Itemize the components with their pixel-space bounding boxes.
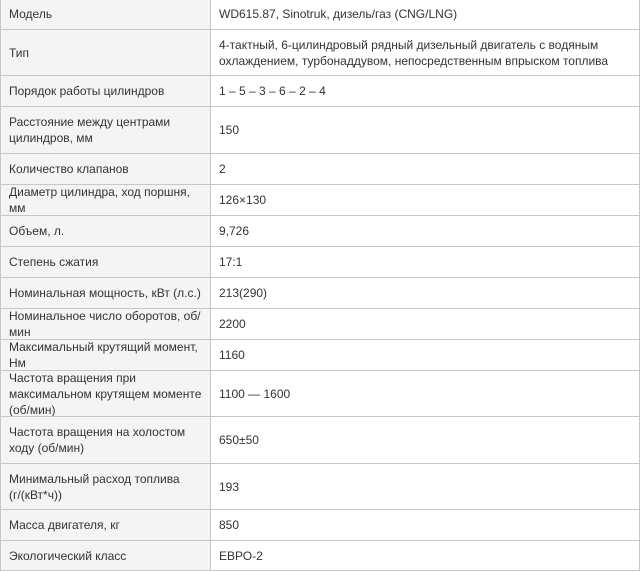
spec-label: Номинальная мощность, кВт (л.с.) xyxy=(0,277,211,308)
spec-value: WD615.87, Sinotruk, дизель/газ (CNG/LNG) xyxy=(211,0,640,29)
spec-label: Порядок работы цилиндров xyxy=(0,75,211,106)
table-row xyxy=(0,463,640,509)
spec-label: Частота вращения при максимальном крутящем моменте (об/мин) xyxy=(0,370,211,416)
spec-label: Экологический класс xyxy=(0,540,211,571)
spec-label: Количество клапанов xyxy=(0,153,211,184)
table-row xyxy=(0,0,640,29)
spec-value: 2 xyxy=(211,153,640,184)
table-row xyxy=(0,277,640,308)
table-row xyxy=(0,246,640,277)
table-row xyxy=(0,215,640,246)
table-row xyxy=(0,29,640,75)
table-row xyxy=(0,540,640,571)
table-row xyxy=(0,153,640,184)
table-row xyxy=(0,184,640,215)
table-row xyxy=(0,370,640,416)
spec-value: 4-тактный, 6-цилиндровый рядный дизельный двигатель с водяным охлаждением, турбонаддувом, непосредственным впрыском топлива xyxy=(211,29,640,75)
table-row xyxy=(0,509,640,540)
spec-value: 150 xyxy=(211,106,640,153)
spec-value: 17:1 xyxy=(211,246,640,277)
table-row xyxy=(0,416,640,463)
spec-label: Степень сжатия xyxy=(0,246,211,277)
spec-label: Минимальный расход топлива (г/(кВт*ч)) xyxy=(0,463,211,509)
table-row xyxy=(0,308,640,339)
spec-value: ЕВРО-2 xyxy=(211,540,640,571)
table-row xyxy=(0,106,640,153)
spec-value: 213(290) xyxy=(211,277,640,308)
spec-label: Диаметр цилиндра, ход поршня, мм xyxy=(0,184,211,215)
spec-label: Модель xyxy=(0,0,211,29)
spec-value: 126×130 xyxy=(211,184,640,215)
spec-label: Масса двигателя, кг xyxy=(0,509,211,540)
spec-label: Тип xyxy=(0,29,211,75)
spec-label: Номинальное число оборотов, об/мин xyxy=(0,308,211,339)
spec-value: 193 xyxy=(211,463,640,509)
spec-label: Расстояние между центрами цилиндров, мм xyxy=(0,106,211,153)
spec-label: Частота вращения на холостом ходу (об/мин) xyxy=(0,416,211,463)
spec-value: 2200 xyxy=(211,308,640,339)
spec-value: 850 xyxy=(211,509,640,540)
spec-value: 1 – 5 – 3 – 6 – 2 – 4 xyxy=(211,75,640,106)
spec-value: 9,726 xyxy=(211,215,640,246)
spec-label: Максимальный крутящий момент, Нм xyxy=(0,339,211,370)
spec-value: 1160 xyxy=(211,339,640,370)
table-row xyxy=(0,339,640,370)
spec-value: 1100 — 1600 xyxy=(211,370,640,416)
spec-label: Объем, л. xyxy=(0,215,211,246)
spec-value: 650±50 xyxy=(211,416,640,463)
table-row xyxy=(0,75,640,106)
